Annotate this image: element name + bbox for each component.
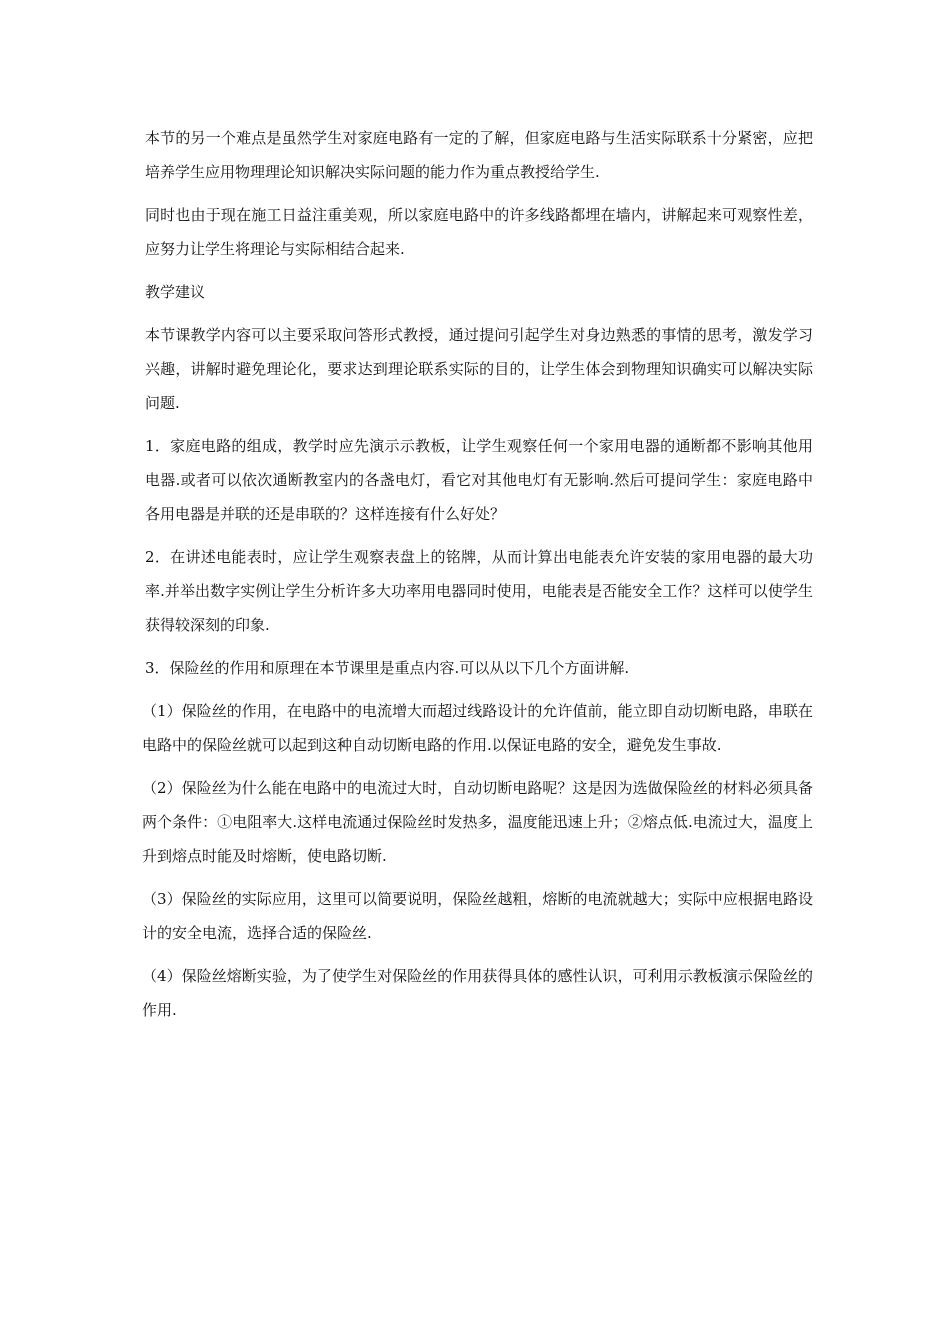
- sub-item-4-fuse-experiment: （4）保险丝熔断实验，为了使学生对保险丝的作用获得具体的感性认识，可利用示教板演示保险丝的作用.: [142, 967, 813, 1019]
- paragraph-wiring-concealed: 同时也由于现在施工日益注重美观，所以家庭电路中的许多线路都埋在墙内，讲解起来可观察性差，应努力让学生将理论与实际相结合起来.: [145, 206, 813, 258]
- paragraph-difficulty: 本节的另一个难点是虽然学生对家庭电路有一定的了解，但家庭电路与生活实际联系十分紧密，应把培养学生应用物理理论知识解决实际问题的能力作为重点教授给学生.: [145, 129, 813, 181]
- sub-item-2-fuse-principle: （2）保险丝为什么能在电路中的电流过大时，自动切断电路呢？这是因为选做保险丝的材料必须具备两个条件：①电阻率大.这样电流通过保险丝时发热多，温度能迅速上升；②熔点低.电流过大，温度上升到熔点时能及时熔断，使电路切断.: [142, 779, 813, 865]
- sub-item-3-fuse-application: （3）保险丝的实际应用，这里可以简要说明，保险丝越粗，熔断的电流就越大；实际中应根据电路设计的安全电流，选择合适的保险丝.: [142, 890, 813, 942]
- paragraph-teaching-method: 本节课教学内容可以主要采取问答形式教授，通过提问引起学生对身边熟悉的事情的思考，激发学习兴趣，讲解时避免理论化，要求达到理论联系实际的目的，让学生体会到物理知识确实可以解决实际问题.: [145, 326, 813, 412]
- document-body: [142, 121, 813, 1036]
- list-item-2-electric-meter: 2．在讲述电能表时，应让学生观察表盘上的铭牌，从而计算出电能表允许安装的家用电器的最大功率.并举出数字实例让学生分析许多大功率用电器同时使用，电能表是否能安全工作？这样可以使学生获得较深刻的印象.: [145, 548, 813, 634]
- sub-item-1-fuse-function: （1）保险丝的作用，在电路中的电流增大而超过线路设计的允许值前，能立即自动切断电路，串联在电路中的保险丝就可以起到这种自动切断电路的作用.以保证电路的安全，避免发生事故.: [142, 702, 813, 754]
- list-item-1-circuit-composition: 1．家庭电路的组成，教学时应先演示示教板，让学生观察任何一个家用电器的通断都不影响其他用电器.或者可以依次通断教室内的各盏电灯，看它对其他电灯有无影响.然后可提问学生：家庭电路中各用电器是并联的还是串联的？这样连接有什么好处？: [145, 437, 813, 523]
- section-heading-teaching-suggestions: 教学建议: [145, 283, 206, 301]
- list-item-3-fuse: 3．保险丝的作用和原理在本节课里是重点内容.可以从以下几个方面讲解.: [145, 659, 630, 677]
